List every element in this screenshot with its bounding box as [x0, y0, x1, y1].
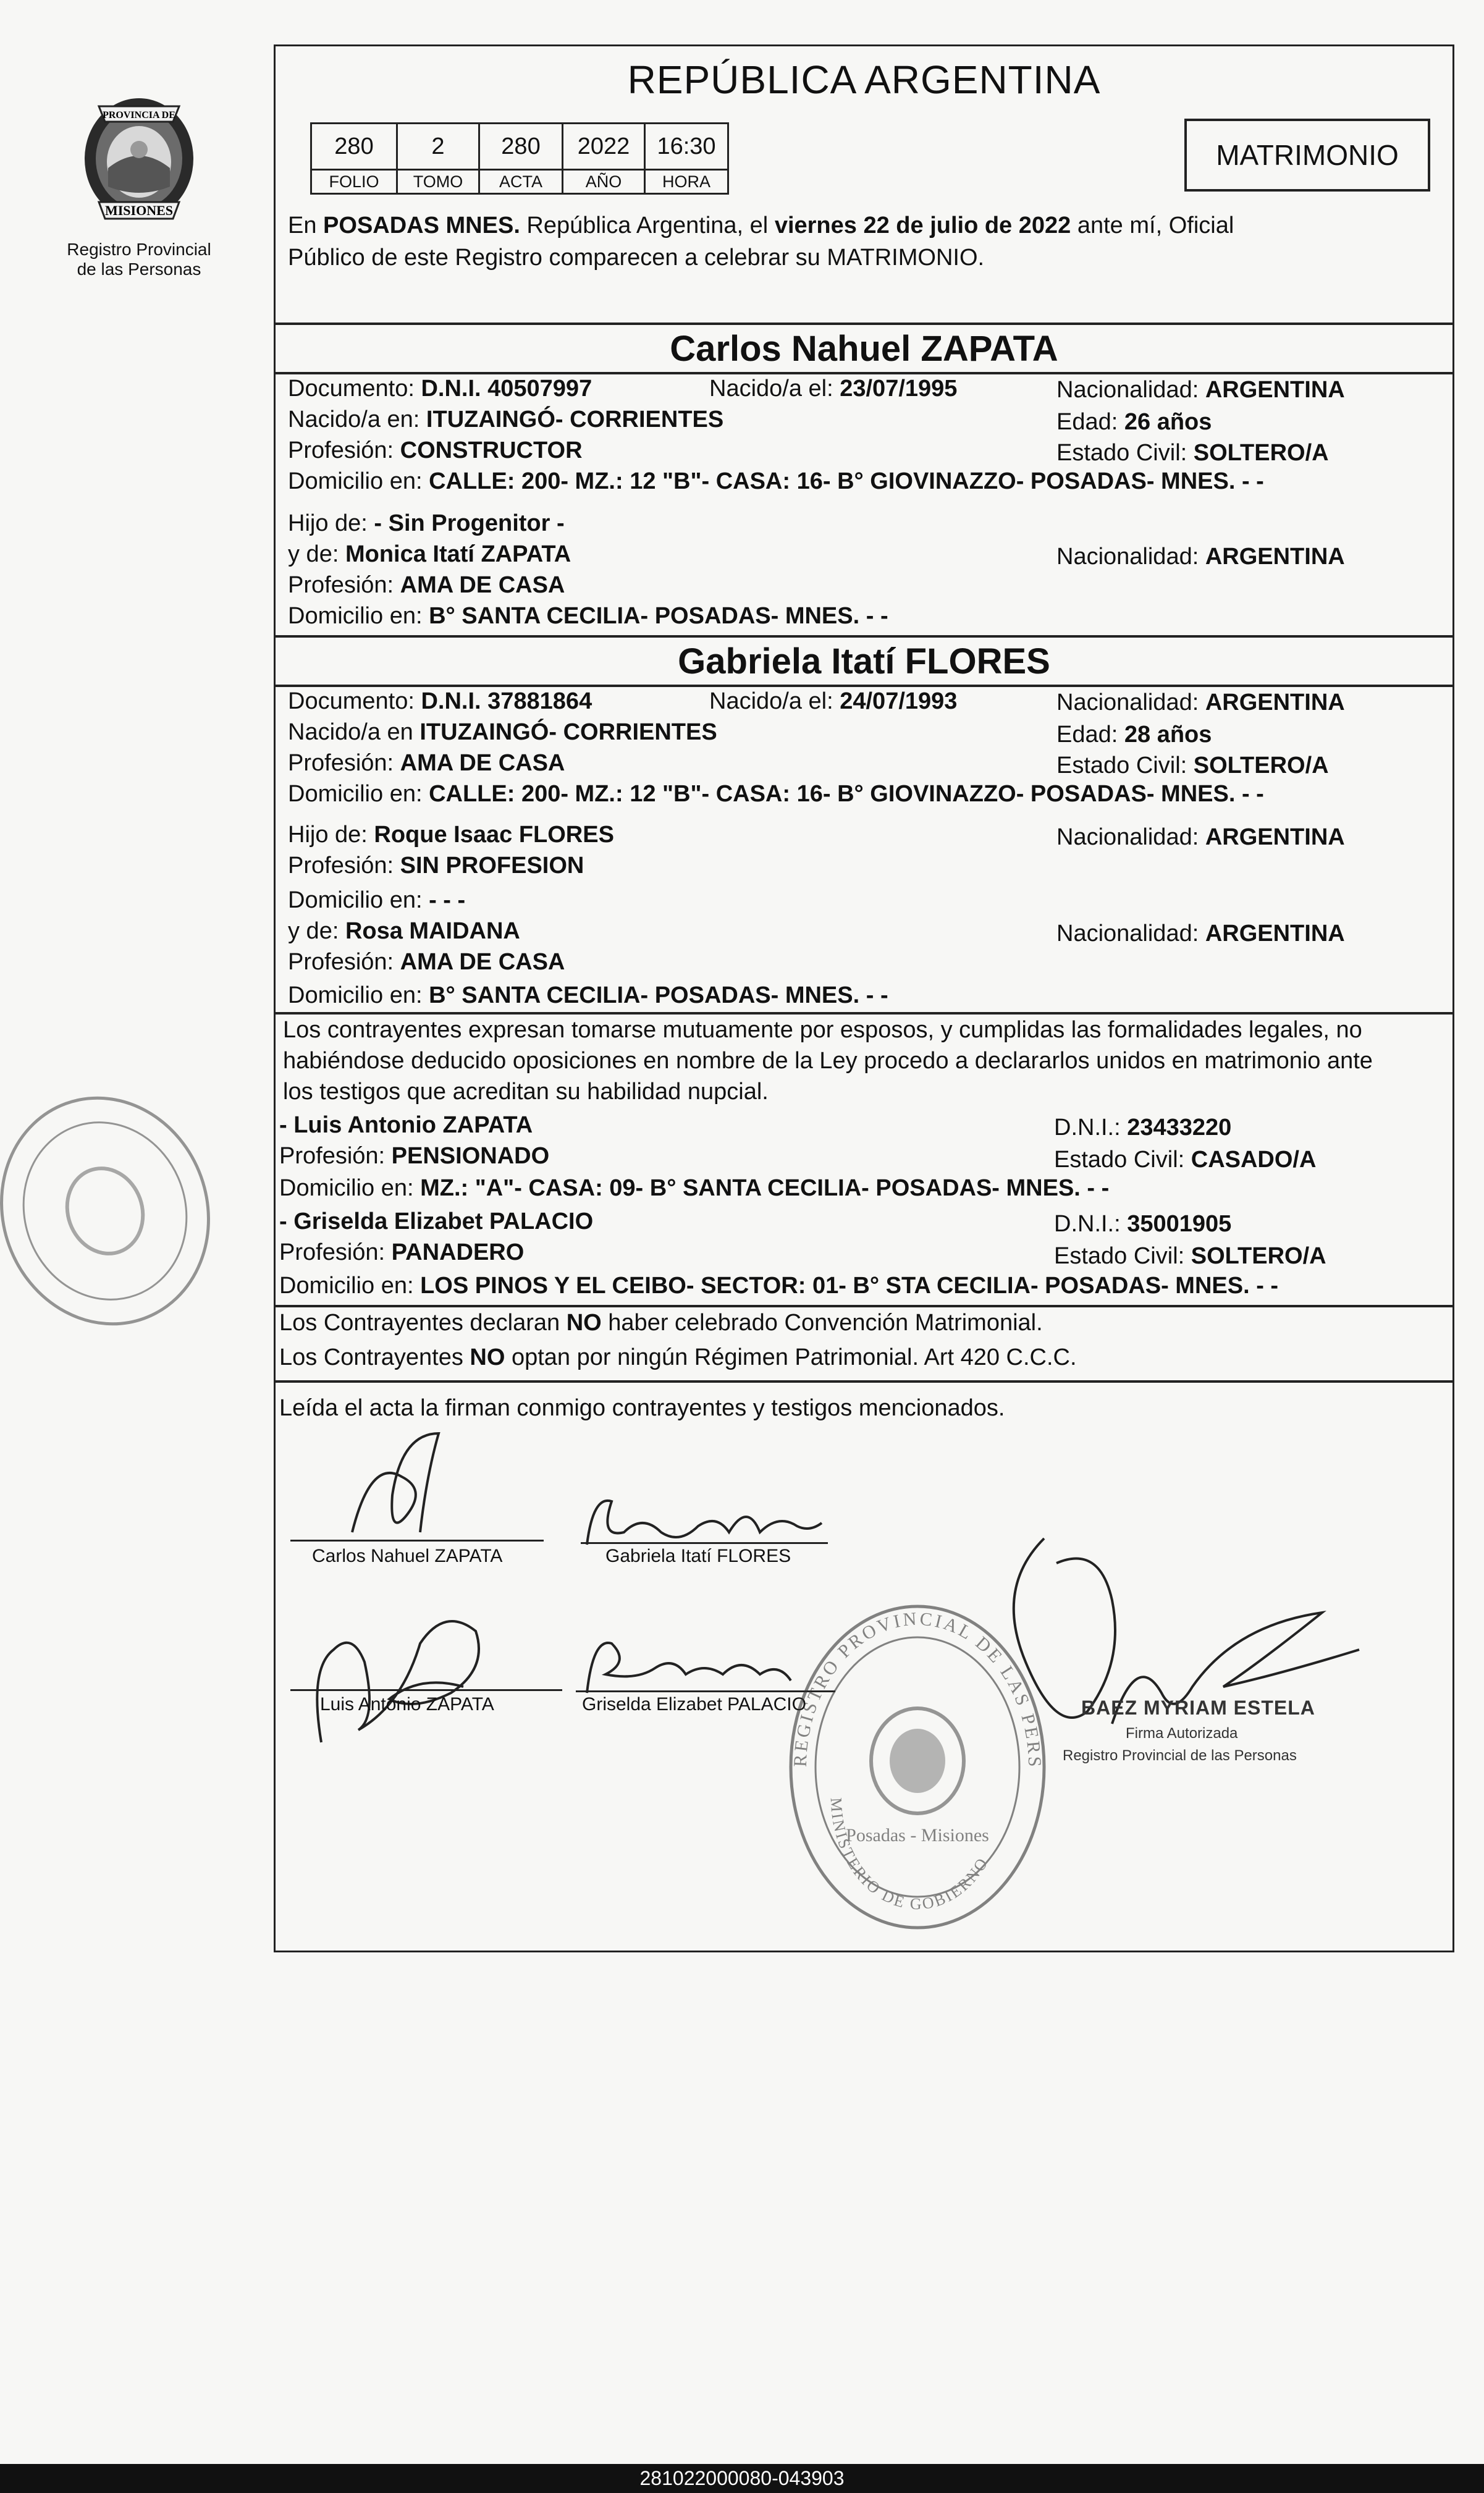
witness2-dni: D.N.I.: 35001905 — [1054, 1211, 1232, 1237]
svg-text:Posadas - Misiones: Posadas - Misiones — [846, 1825, 989, 1845]
official-stamp — [782, 1594, 1053, 1940]
folio-value: 280 — [311, 124, 397, 170]
signature-label-luis: Luis Antonio ZAPATA — [320, 1694, 494, 1715]
signature-label-gabriela: Gabriela Itatí FLORES — [605, 1546, 791, 1566]
spouse1-father: Hijo de: - Sin Progenitor - — [288, 510, 565, 536]
tomo-value: 2 — [397, 124, 479, 170]
acta-label: ACTA — [479, 170, 563, 194]
spouse2-mother: y de: Rosa MAIDANA — [288, 918, 520, 944]
signature-luis-image — [297, 1594, 494, 1755]
witness2-profession: Profesión: PANADERO — [279, 1239, 525, 1265]
spouse1-civil-status: Estado Civil: SOLTERO/A — [1056, 440, 1329, 466]
witness1-civil-status: Estado Civil: CASADO/A — [1054, 1147, 1317, 1173]
witness1-profession: Profesión: PENSIONADO — [279, 1143, 550, 1169]
record-type-box: MATRIMONIO — [1184, 119, 1430, 192]
svg-text:PROVINCIA DE: PROVINCIA DE — [103, 110, 175, 120]
logo-caption-line1: Registro Provincial — [67, 240, 211, 259]
declaration-line-3: los testigos que acreditan su habilidad nupcial. — [283, 1079, 769, 1105]
record-number-table — [310, 122, 729, 195]
province-seal — [74, 75, 204, 230]
spouse2-father: Hijo de: Roque Isaac FLORES — [288, 822, 614, 848]
stamp-seal-icon — [782, 1594, 1053, 1940]
hour-label: HORA — [645, 170, 728, 194]
witness2-address: Domicilio en: LOS PINOS Y EL CEIBO- SECTOR: 01- B° STA CECILIA- POSADAS- MNES. - - — [279, 1273, 1279, 1299]
divider — [274, 372, 1454, 374]
intro-text: ante mí, Oficial — [1071, 213, 1234, 238]
spouse1-birthdate: Nacido/a el: 23/07/1995 — [709, 376, 958, 402]
official-role: Firma Autorizada — [1126, 1725, 1238, 1742]
intro-text: República Argentina, el — [520, 213, 775, 238]
declaration-line-1: Los contrayentes expresan tomarse mutuamente por esposos, y cumplidas las formalidades legales, no — [283, 1017, 1362, 1043]
acta-value: 280 — [479, 124, 563, 170]
divider — [274, 1380, 1454, 1383]
year-value: 2022 — [563, 124, 645, 170]
spouse2-father-profession: Profesión: SIN PROFESION — [288, 853, 584, 879]
spouse1-profession: Profesión: CONSTRUCTOR — [288, 437, 583, 463]
spouse2-mother-address: Domicilio en: B° SANTA CECILIA- POSADAS- MNES. - - — [288, 982, 888, 1008]
signature-label-carlos: Carlos Nahuel ZAPATA — [312, 1546, 503, 1566]
divider — [274, 1012, 1454, 1014]
spouse1-document: Documento: D.N.I. 40507997 — [288, 376, 592, 402]
spouse1-age: Edad: 26 años — [1056, 409, 1212, 435]
spouse1-birthplace: Nacido/a en: ITUZAINGÓ- CORRIENTES — [288, 407, 724, 432]
convention-line-2: Los Contrayentes NO optan por ningún Régimen Patrimonial. Art 420 C.C.C. — [279, 1344, 1077, 1370]
intro-city: POSADAS MNES. — [323, 213, 520, 238]
document-code-bar: 281022000080-043903 — [0, 2464, 1484, 2493]
divider — [274, 635, 1454, 638]
official-office: Registro Provincial de las Personas — [1063, 1747, 1297, 1764]
witness1-name: - Luis Antonio ZAPATA — [279, 1112, 533, 1138]
spouse1-name: Carlos Nahuel ZAPATA — [670, 329, 1058, 369]
signature-griselda-image — [581, 1625, 803, 1705]
witness2-civil-status: Estado Civil: SOLTERO/A — [1054, 1243, 1326, 1269]
spouse1-mother: y de: Monica Itatí ZAPATA — [288, 541, 571, 567]
logo-caption-line2: de las Personas — [77, 259, 201, 279]
spouse2-address: Domicilio en: CALLE: 200- MZ.: 12 "B"- CASA: 16- B° GIOVINAZZO- POSADAS- MNES. - - — [288, 781, 1264, 807]
convention-line-1: Los Contrayentes declaran NO haber celebrado Convención Matrimonial. — [279, 1310, 1043, 1336]
spouse1-mother-nationality: Nacionalidad: ARGENTINA — [1056, 544, 1345, 570]
svg-text:MINISTERIO DE GOBIERNO: MINISTERIO DE GOBIERNO — [827, 1797, 992, 1913]
spouse2-father-nationality: Nacionalidad: ARGENTINA — [1056, 824, 1345, 850]
witness1-address: Domicilio en: MZ.: "A"- CASA: 09- B° SANTA CECILIA- POSADAS- MNES. - - — [279, 1175, 1110, 1201]
intro-line-2: Público de este Registro comparecen a celebrar su MATRIMONIO. — [288, 245, 985, 271]
spouse2-father-address: Domicilio en: - - - — [288, 887, 466, 913]
year-label: AÑO — [563, 170, 645, 194]
spouse2-age: Edad: 28 años — [1056, 722, 1212, 748]
tomo-label: TOMO — [397, 170, 479, 194]
spouse2-civil-status: Estado Civil: SOLTERO/A — [1056, 753, 1329, 778]
witness1-dni: D.N.I.: 23433220 — [1054, 1115, 1232, 1141]
spouse2-document: Documento: D.N.I. 37881864 — [288, 688, 592, 714]
spouse2-nationality: Nacionalidad: ARGENTINA — [1056, 690, 1345, 715]
spouse2-birthdate: Nacido/a el: 24/07/1993 — [709, 688, 958, 714]
hour-value: 16:30 — [645, 124, 728, 170]
spouse2-mother-profession: Profesión: AMA DE CASA — [288, 949, 565, 975]
declaration-line-2: habiéndose deducido oposiciones en nombre de la Ley procedo a declararlos unidos en matrimonio ante — [283, 1048, 1373, 1074]
divider — [274, 1305, 1454, 1307]
spouse1-nationality: Nacionalidad: ARGENTINA — [1056, 377, 1345, 403]
witness2-name: - Griselda Elizabet PALACIO — [279, 1209, 594, 1234]
signature-line — [290, 1540, 544, 1542]
spouse1-address: Domicilio en: CALLE: 200- MZ.: 12 "B"- CASA: 16- B° GIOVINAZZO- POSADAS- MNES. - - — [288, 468, 1264, 494]
page-title: REPÚBLICA ARGENTINA — [627, 57, 1101, 102]
spouse2-name: Gabriela Itatí FLORES — [678, 641, 1050, 681]
intro-text: En — [288, 213, 324, 238]
signature-line — [290, 1689, 562, 1691]
intro-date: viernes 22 de julio de 2022 — [774, 213, 1071, 238]
left-margin-stamp — [0, 1050, 222, 1372]
svg-text:REGISTRO PROVINCIAL DE LAS PER: REGISTRO PROVINCIAL DE LAS PERS — [790, 1608, 1045, 1770]
signature-line — [581, 1542, 828, 1544]
spouse2-birthplace: Nacido/a en ITUZAINGÓ- CORRIENTES — [288, 719, 717, 745]
spouse2-profession: Profesión: AMA DE CASA — [288, 750, 565, 776]
signature-label-griselda: Griselda Elizabet PALACIO — [582, 1694, 806, 1715]
official-name: BAEZ MYRIAM ESTELA — [1081, 1697, 1315, 1719]
spouse1-mother-profession: Profesión: AMA DE CASA — [288, 572, 565, 598]
divider — [274, 685, 1454, 687]
intro-line-1 — [288, 213, 1234, 240]
spouse2-mother-nationality: Nacionalidad: ARGENTINA — [1056, 921, 1345, 947]
folio-label: FOLIO — [311, 170, 397, 194]
svg-text:MISIONES: MISIONES — [104, 203, 174, 218]
spouse1-mother-address: Domicilio en: B° SANTA CECILIA- POSADAS- MNES. - - — [288, 603, 888, 629]
signature-carlos-image — [334, 1421, 470, 1545]
divider — [274, 323, 1454, 325]
logo-caption — [43, 240, 235, 279]
closing-statement: Leída el acta la firman conmigo contrayentes y testigos mencionados. — [279, 1395, 1005, 1421]
misiones-seal-icon — [74, 75, 204, 230]
